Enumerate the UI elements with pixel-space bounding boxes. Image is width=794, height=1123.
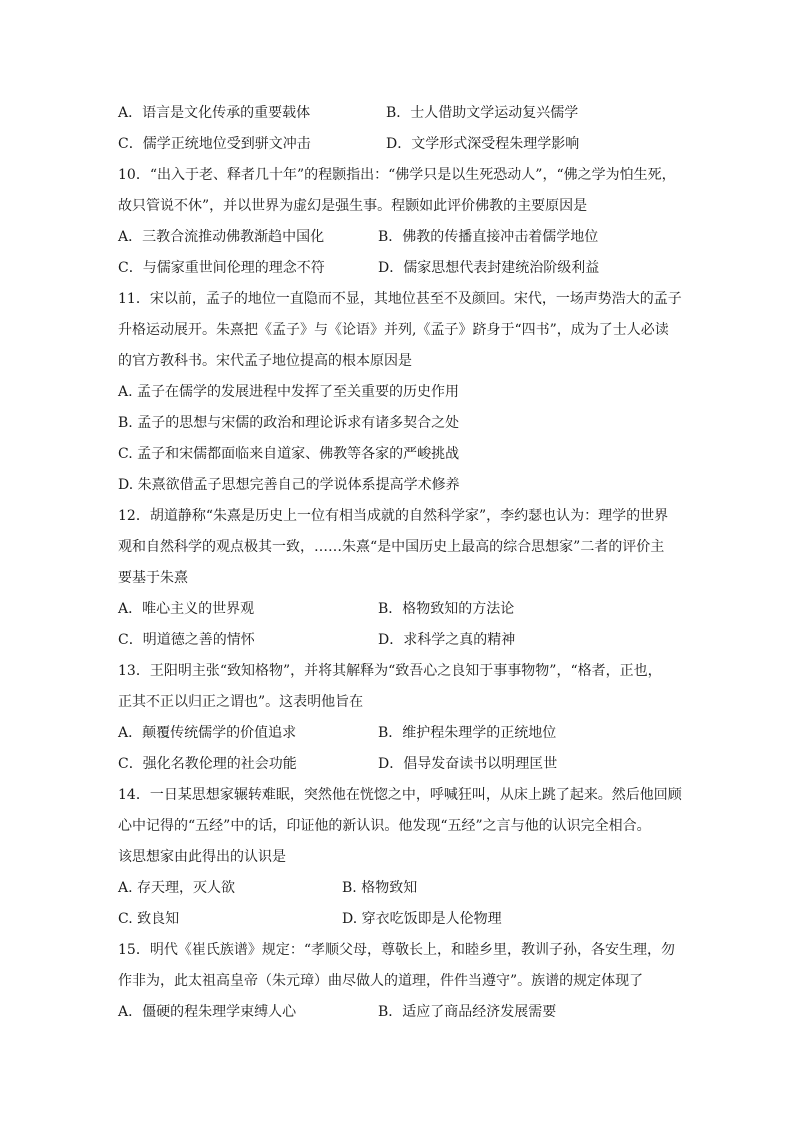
q11-option-d: D. 朱熹欲借孟子思想完善自己的学说体系提高学术修养 <box>118 477 460 493</box>
q10-option-c: C．与儒家重世间伦理的理念不符 <box>118 260 325 276</box>
q13-options-row-1 <box>118 718 678 749</box>
q12-options-row-1 <box>118 594 678 625</box>
q15-option-b: B．适应了商品经济发展需要 <box>378 1004 557 1020</box>
q13-option-b: B．维护程朱理学的正统地位 <box>378 725 557 741</box>
q10-options-row-2 <box>118 253 678 284</box>
q12-stem-line-2: 观和自然科学的观点极其一致，……朱熹“是中国历史上最高的综合思想家”二者的评价主 <box>118 539 665 555</box>
q15-stem-line-1: 15．明代《崔氏族谱》规定：“孝顺父母，尊敬长上，和睦乡里，教训子孙，各安生理，勿 <box>118 942 675 958</box>
q15-stem-line-2: 作非为，此太祖高皇帝（朱元璋）曲尽做人的道理，件件当遵守”。族谱的规定体现了 <box>118 973 644 989</box>
q12-option-c: C．明道德之善的情怀 <box>118 632 255 648</box>
q14-option-a: A. 存天理，灭人欲 <box>118 880 236 896</box>
q13-option-d: D．倡导发奋读书以明理匡世 <box>378 756 558 772</box>
q12-option-b: B．格物致知的方法论 <box>378 601 515 617</box>
q9-options-row-2 <box>118 129 678 160</box>
q11-option-b: B. 孟子的思想与宋儒的政治和理论诉求有诸多契合之处 <box>118 415 460 431</box>
q15-option-a: A．僵硬的程朱理学束缚人心 <box>118 1004 297 1020</box>
q13-stem-line-1: 13．王阳明主张“致知格物”，并将其解释为“致吾心之良知于事事物物”，“格者，正也， <box>118 663 662 679</box>
q13-option-c: C．强化名教伦理的社会功能 <box>118 756 297 772</box>
q10-stem-line-1: 10．“出入于老、释者几十年”的程颢指出：“佛学只是以生死恐动人”，“佛之学为怕生死， <box>118 167 676 183</box>
q13-options-row-2 <box>118 749 678 780</box>
q11-stem-line-2: 升格运动展开。朱熹把《孟子》与《论语》并列,《孟子》跻身于“四书”，成为了士人必读 <box>118 322 669 338</box>
q14-options-row-1 <box>118 873 678 904</box>
q12-stem-line-1: 12．胡道静称“朱熹是历史上一位有相当成就的自然科学家”，李约瑟也认为：理学的世界 <box>118 508 669 524</box>
q15-options-row-1 <box>118 997 678 1028</box>
q9-option-d: D．文学形式深受程朱理学影响 <box>386 136 580 152</box>
q11-option-a: A. 孟子在儒学的发展进程中发挥了至关重要的历史作用 <box>118 384 460 400</box>
q10-stem-line-2: 故只管说不休”，并以世界为虚幻是强生事。程颢如此评价佛教的主要原因是 <box>118 198 588 214</box>
q14-stem-line-1: 14．一日某思想家辗转难眠，突然他在恍惚之中，呼喊狂叫，从床上跳了起来。然后他回顾 <box>118 787 682 803</box>
q10-options-row-1 <box>118 222 678 253</box>
exam-page <box>118 98 682 1028</box>
q11-stem-line-3: 的官方教科书。宋代孟子地位提高的根本原因是 <box>118 353 412 369</box>
q9-options-row-1 <box>118 98 678 129</box>
q9-option-b: B．士人借助文学运动复兴儒学 <box>386 105 579 121</box>
q9-option-a: A．语言是文化传承的重要载体 <box>118 105 311 121</box>
q10-option-b: B．佛教的传播直接冲击着儒学地位 <box>378 229 599 245</box>
q14-stem-line-3: 该思想家由此得出的认识是 <box>118 849 286 865</box>
q10-option-a: A．三教合流推动佛教渐趋中国化 <box>118 229 325 245</box>
q12-options-row-2 <box>118 625 678 656</box>
q14-options-row-2 <box>118 904 678 935</box>
q11-option-c: C. 孟子和宋儒都面临来自道家、佛教等各家的严峻挑战 <box>118 446 460 462</box>
q13-option-a: A．颠覆传统儒学的价值追求 <box>118 725 297 741</box>
q14-stem-line-2: 心中记得的“五经”中的话，印证他的新认识。他发现“五经”之言与他的认识完全相合。 <box>118 818 651 834</box>
q14-option-b: B. 格物致知 <box>342 880 418 896</box>
q11-stem-line-1: 11．宋以前，孟子的地位一直隐而不显，其地位甚至不及颜回。宋代，一场声势浩大的孟子 <box>118 291 682 307</box>
q14-option-d: D. 穿衣吃饭即是人伦物理 <box>342 911 502 927</box>
q12-stem-line-3: 要基于朱熹 <box>118 570 188 586</box>
q9-option-c: C．儒学正统地位受到骈文冲击 <box>118 136 311 152</box>
q10-option-d: D．儒家思想代表封建统治阶级利益 <box>378 260 600 276</box>
q12-option-a: A．唯心主义的世界观 <box>118 601 255 617</box>
q13-stem-line-2: 正其不正以归正之谓也”。这表明他旨在 <box>118 694 364 710</box>
q14-option-c: C. 致良知 <box>118 911 180 927</box>
q12-option-d: D．求科学之真的精神 <box>378 632 516 648</box>
